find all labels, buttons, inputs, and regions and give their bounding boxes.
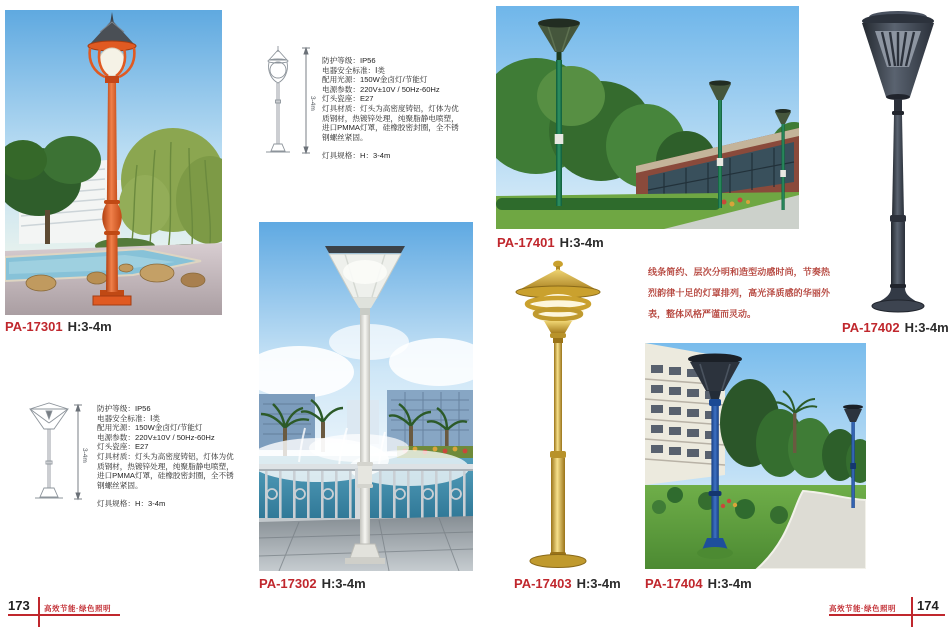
dimension-line (74, 405, 82, 499)
dimension-label: 3-4m (309, 96, 316, 111)
spec-line: 灯头瓷座：E27 (97, 442, 149, 452)
dimension-label: 3-4m (81, 448, 88, 463)
lamp-charcoal (862, 11, 934, 312)
product-render-pa-17403 (502, 257, 614, 572)
page-number-right: 174 (917, 598, 939, 613)
spec-line: 电器安全标准：Ⅰ类 (97, 413, 160, 423)
spec-block-2 (97, 404, 237, 509)
spec-line: 灯具规格：H：3-4m (322, 151, 391, 161)
page-number-left: 173 (8, 598, 30, 613)
model-number: PA-17402 (842, 320, 900, 335)
height-spec: H:3-4m (321, 576, 366, 591)
footer-divider (38, 597, 40, 627)
footer-underline (8, 614, 120, 616)
product-label-pa-17402 (842, 320, 949, 335)
footer-divider (911, 597, 913, 627)
product-label-pa-17403 (514, 576, 621, 591)
dimension-line (302, 48, 310, 153)
height-spec: H:3-4m (904, 320, 949, 335)
footer-left (8, 598, 124, 627)
photo-pa-17301 (5, 10, 222, 315)
lamp-gold (516, 261, 600, 568)
photo-pa-17401 (496, 6, 799, 229)
dimension-drawing-modern (20, 393, 92, 515)
footer-right (829, 598, 945, 627)
height-spec: H:3-4m (559, 235, 604, 250)
product-description: 线条简约、层次分明和造型动感时尚，节奏热烈韵律十足的灯罩排列，高光泽质感的华丽外表，整体风格严谨而灵动。 (648, 267, 830, 319)
spec-line: 配用光源：150W金卤灯/节能灯 (97, 423, 203, 433)
footer-slogan-left: 高效节能·绿色照明 (44, 604, 111, 613)
product-label-pa-17404 (645, 576, 752, 591)
spec-line: 灯具材质：灯头为高密度铸铝，灯体为优质钢材，热镀锌处理，纯聚脂静电喷塑，进口PMMA灯罩，硅橡胶密封圈，全不锈钢螺丝紧固。 (97, 451, 234, 490)
height-spec: H:3-4m (707, 576, 752, 591)
model-number: PA-17403 (514, 576, 572, 591)
height-spec: H:3-4m (576, 576, 621, 591)
product-render-pa-17402 (848, 5, 948, 317)
product-label-pa-17302 (259, 576, 366, 591)
model-number: PA-17404 (645, 576, 703, 591)
model-number: PA-17302 (259, 576, 317, 591)
dimension-drawing-lantern (248, 38, 323, 168)
height-spec: H:3-4m (67, 319, 112, 334)
footer-slogan-right: 高效节能·绿色照明 (829, 604, 896, 613)
spec-line: 灯具规格：H：3-4m (97, 499, 166, 509)
photo-pa-17302 (259, 222, 473, 571)
spec-line: 防护等级：IP56 (322, 56, 376, 65)
footer-underline (829, 614, 945, 616)
product-label-pa-17401 (497, 235, 604, 250)
spec-line: 电源参数：220V±10V / 50Hz-60Hz (322, 84, 440, 94)
spec-line: 电源参数：220V±10V / 50Hz-60Hz (97, 432, 215, 442)
photo-pa-17404 (645, 343, 866, 569)
hedge (496, 198, 721, 210)
spec-line: 电器安全标准：Ⅰ类 (322, 65, 385, 75)
product-label-pa-17301 (5, 319, 112, 334)
spec-line: 配用光源：150W金卤灯/节能灯 (322, 75, 428, 85)
spec-block-1 (322, 56, 459, 161)
model-number: PA-17301 (5, 319, 63, 334)
spec-line: 防护等级：IP56 (97, 404, 151, 413)
model-number: PA-17401 (497, 235, 555, 250)
spec-line: 灯头瓷座：E27 (322, 94, 374, 104)
spec-line: 灯具材质：灯头为高密度铸铝，灯体为优质钢材，热镀锌处理，纯聚脂静电喷塑，进口PMMA灯罩，硅橡胶密封圈，全不锈钢螺丝紧固。 (322, 103, 459, 142)
